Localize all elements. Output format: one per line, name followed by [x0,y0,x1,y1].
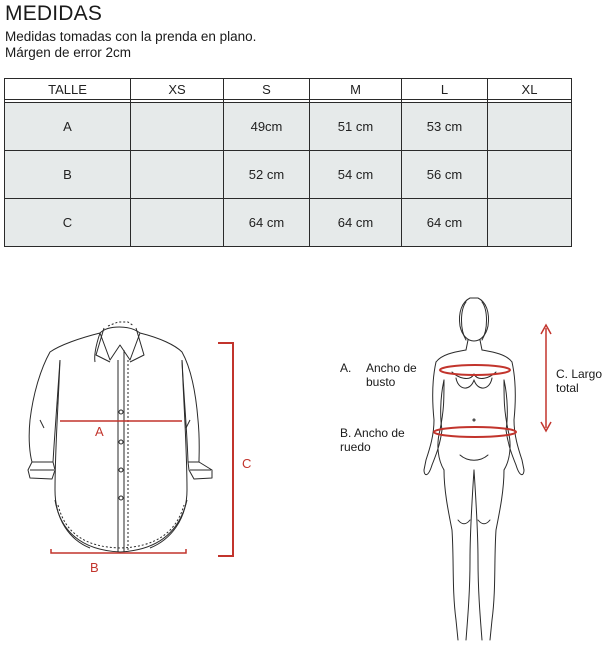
table-cell: 64 cm [224,199,310,247]
subtitle-line-2: Márgen de error 2cm [5,45,132,60]
column-header-talle: TALLE [5,79,131,100]
table-cell: 64 cm [402,199,488,247]
body-label-b-line-2: ruedo [340,440,371,454]
measure-ellipse-a [440,365,510,375]
column-header-l: L [402,79,488,100]
body-label-c-line-1: C. Largo [556,367,603,381]
body-figure-icon [424,298,524,640]
body-label-b-line-1: B. Ancho de [340,426,405,440]
body-label-c-line-2: total [556,381,579,395]
table-cell: 56 cm [402,151,488,199]
page-title: MEDIDAS [5,2,103,25]
column-header-s: S [224,79,310,100]
row-label-b: B [5,151,131,199]
table-cell: 54 cm [310,151,402,199]
column-header-xs: XS [131,79,224,100]
row-label-a: A [5,103,131,151]
body-label-a-line-1: Ancho de [366,361,417,375]
shirt-label-a: A [95,424,104,439]
table-cell: 49cm [224,103,310,151]
measure-ellipse-b [434,427,516,437]
column-header-m: M [310,79,402,100]
body-label-a-letter: A. [340,361,352,375]
body-label-b [340,426,405,454]
subtitle-line-1: Medidas tomadas con la prenda en plano. [5,29,257,44]
shirt-label-b: B [90,560,99,575]
body-label-a-line-2: busto [366,375,396,389]
shirt-label-c: C [242,456,252,471]
table-cell: 51 cm [310,103,402,151]
table-cell: 53 cm [402,103,488,151]
body-label-a-text [366,361,417,389]
table-cell: 64 cm [310,199,402,247]
row-label-c: C [5,199,131,247]
table-cell: 52 cm [224,151,310,199]
column-header-xl: XL [488,79,572,100]
body-label-c [556,367,602,395]
